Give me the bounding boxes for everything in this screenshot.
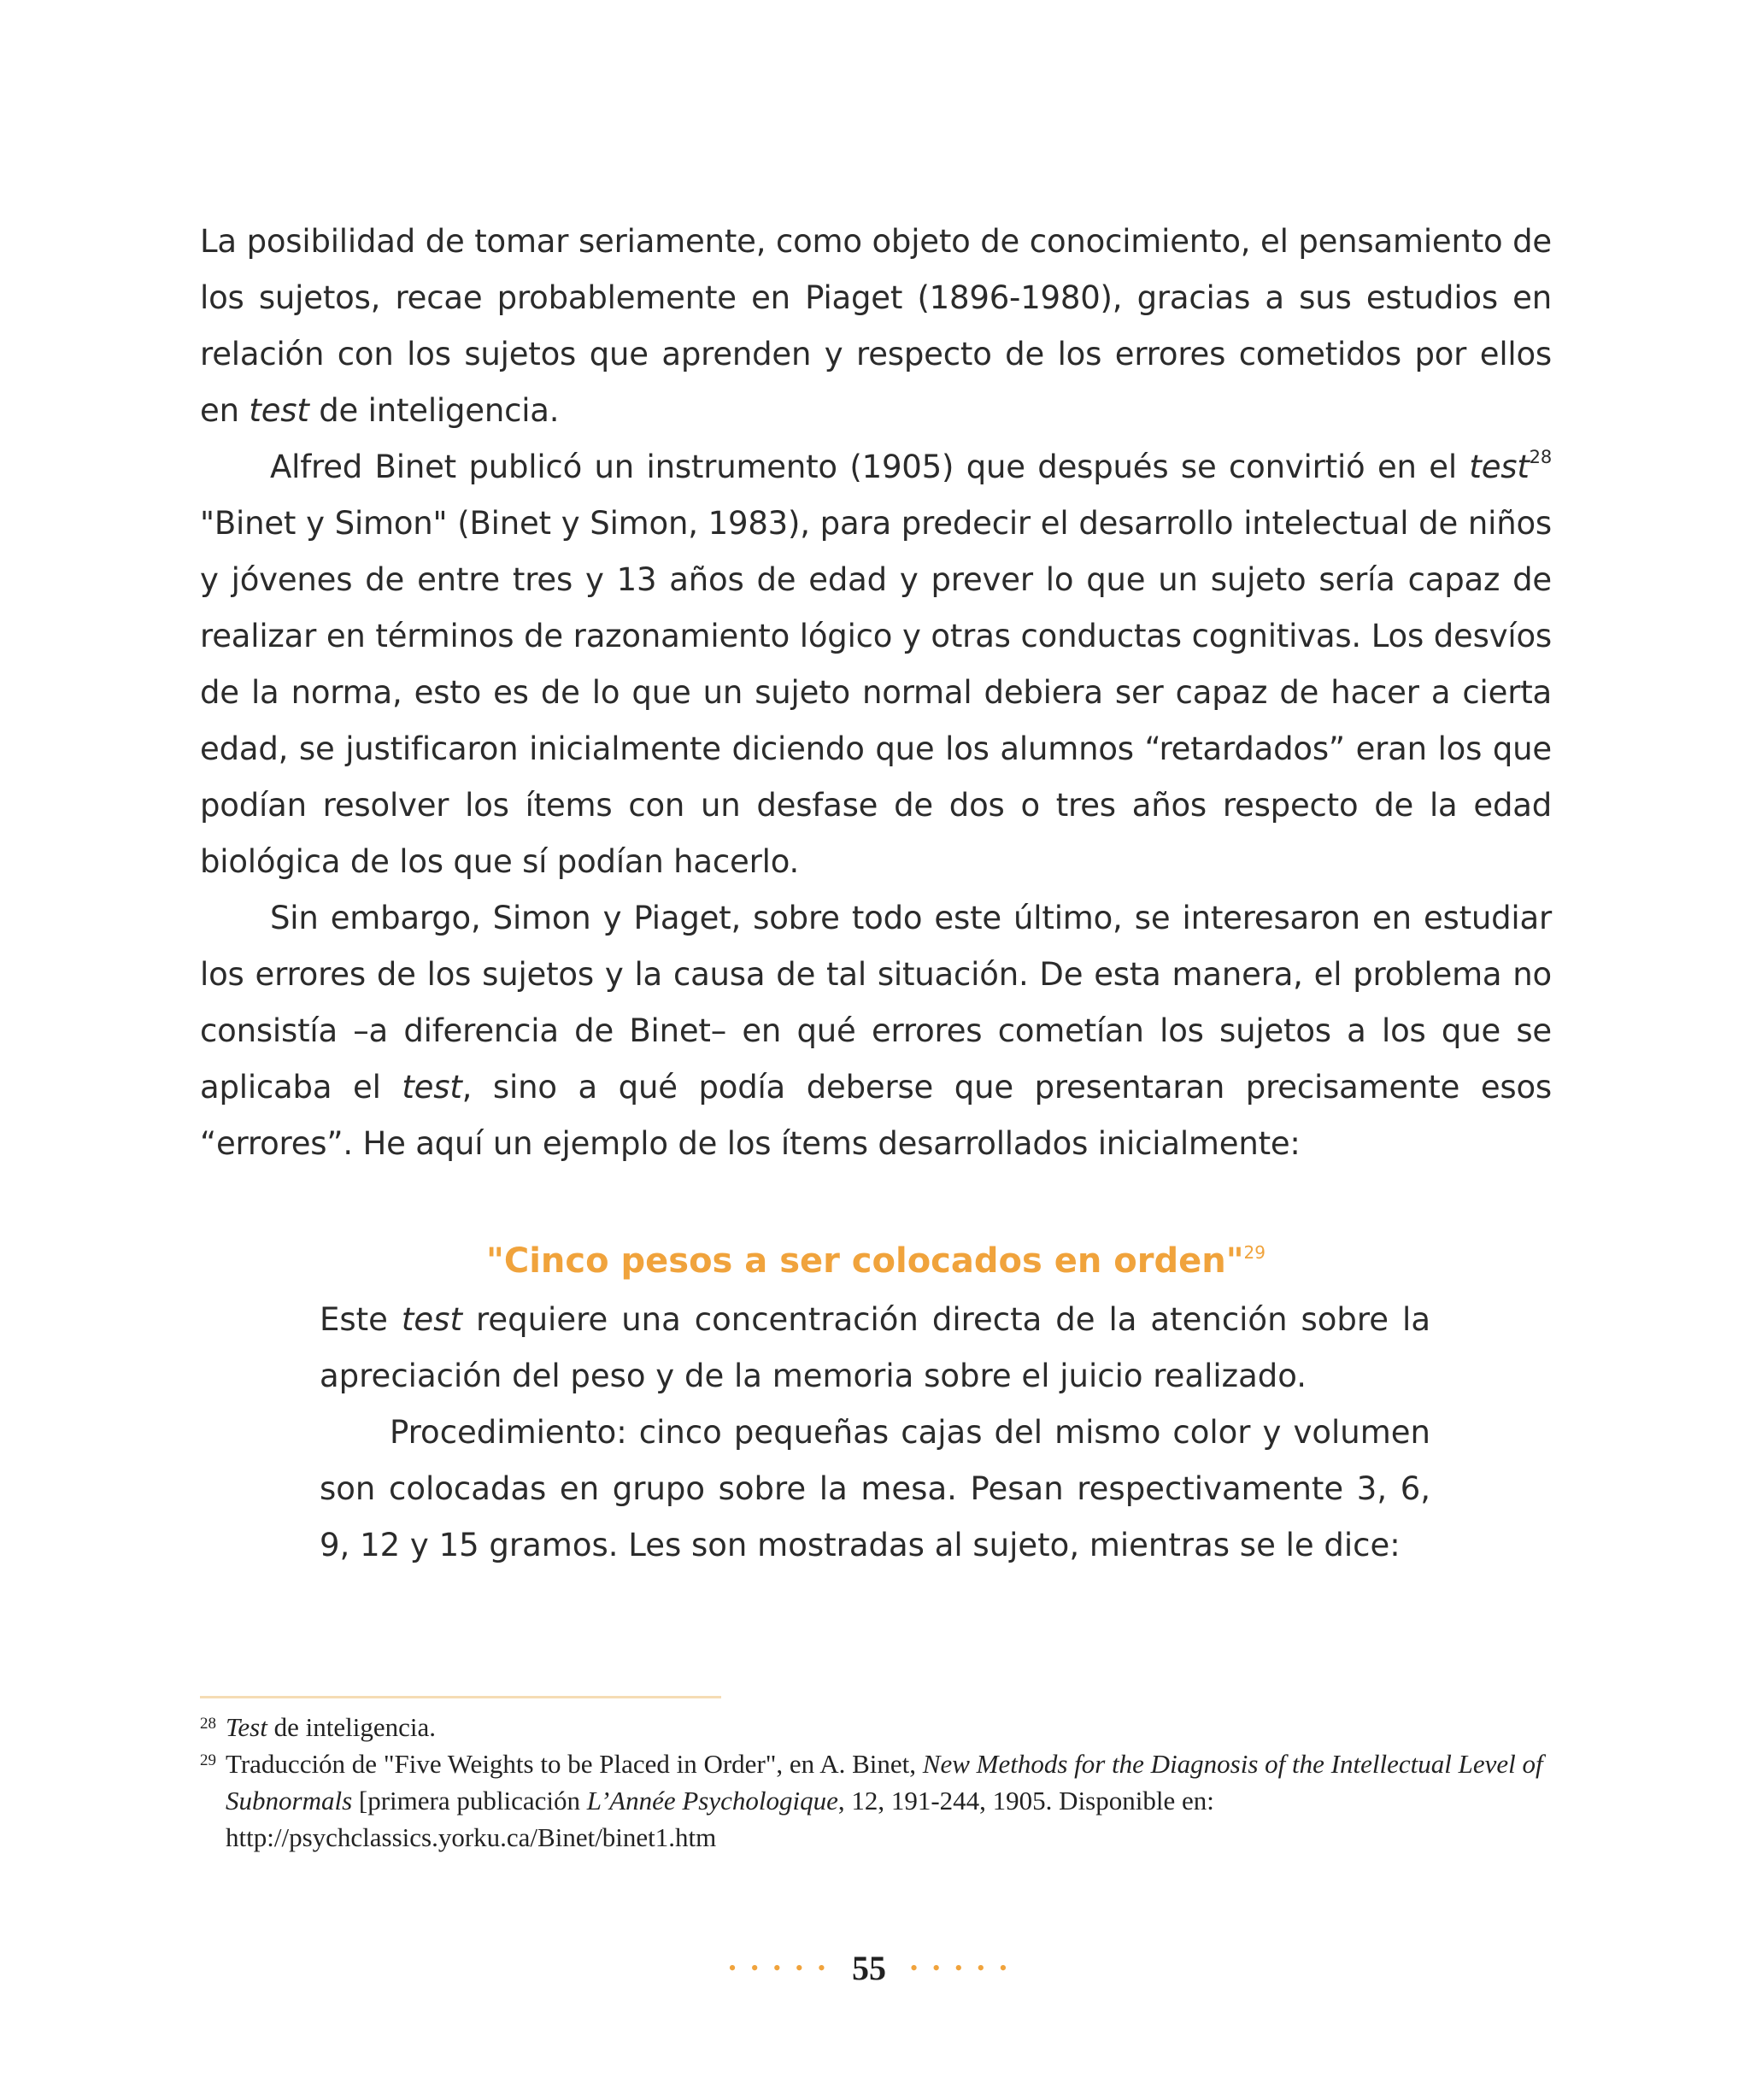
inset-block xyxy=(320,1292,1430,1574)
footer-dots-right: ••••• xyxy=(910,1955,1022,1980)
paragraph-3-end: , sino a qué podía deberse que presentaran precisamente esos “errores”. He aquí un ejemplo de los ítems desarrollados inicialmente: xyxy=(200,1069,1553,1162)
paragraph-3 xyxy=(200,890,1552,1172)
inset-paragraph-1-end: requiere una concentración directa de la atención sobre la apreciación del peso y de la memoria sobre el juicio realizado. xyxy=(320,1301,1430,1394)
footnote-divider xyxy=(200,1696,721,1698)
inset-paragraph-1 xyxy=(320,1292,1430,1405)
footnotes xyxy=(200,1709,1552,1856)
footnote-ref-28[interactable]: 28 xyxy=(1529,447,1552,467)
paragraph-2-text: Alfred Binet publicó un instrumento (1905) que después se convirtió en el xyxy=(270,449,1470,485)
footnote-italic: Test xyxy=(226,1712,267,1742)
paragraph-2-italic: test xyxy=(1469,449,1530,485)
footnote-text: Traducción de "Five Weights to be Placed in Order", en A. Binet, xyxy=(226,1749,923,1779)
footnote-number: 29 xyxy=(200,1751,216,1769)
page-number: 55 xyxy=(852,1949,886,1987)
footnote-italic-journal: L’Année Psychologique xyxy=(586,1786,838,1816)
paragraph-1-text: La posibilidad de tomar seriamente, como objeto de conocimiento, el pensamiento de los sujetos, recae probablemente en Piaget (1896-1980), gracias a sus estudios en relación con los sujetos que aprenden y respecto de los errores cometidos por ellos en xyxy=(200,223,1552,429)
inset-paragraph-2: Procedimiento: cinco pequeñas cajas del mismo color y volumen son colocadas en grupo sobre la mesa. Pesan respectivamente 3, 6, 9, 12 y 15 gramos. Les son mostradas al sujeto, mientras se le dice: xyxy=(320,1414,1430,1563)
paragraph-3-text: Sin embargo, Simon y Piaget, sobre todo este último, se interesaron en estudiar los errores de los sujetos y la causa de tal situación. De esta manera, el problema no consistía –a diferencia de Binet– en qué errores cometían los sujetos a los que se aplicaba el xyxy=(200,900,1552,1106)
footnote-italic-title: New Methods for the Diagnosis of the Intellectual Level of Subnormals xyxy=(226,1749,1543,1816)
paragraph-2 xyxy=(200,439,1552,890)
section-heading xyxy=(200,1233,1552,1289)
footnote-text: de inteligencia. xyxy=(267,1712,436,1742)
inset-paragraph-1-text: Este xyxy=(320,1301,402,1338)
footnote-link-text[interactable]: , 12, 191-244, 1905. Disponible en: http://psychclassics.yorku.ca/Binet/binet1.htm xyxy=(226,1786,1214,1852)
paragraph-1 xyxy=(200,214,1552,439)
footnote-ref-29[interactable]: 29 xyxy=(1243,1242,1266,1263)
paragraph-3-italic: test xyxy=(402,1069,462,1106)
footer-dots-left: ••••• xyxy=(728,1955,840,1980)
footnote-number: 28 xyxy=(200,1715,216,1733)
paragraph-2-end: "Binet y Simon" (Binet y Simon, 1983), para predecir el desarrollo intelectual de niños y jóvenes de entre tres y 13 años de edad y prever lo que un sujeto sería capaz de realizar en términos de razonamiento lógico y otras conductas cognitivas. Los desvíos de la norma, esto es de lo que un sujeto normal debiera ser capaz de hacer a cierta edad, se justificaron inicialmente diciendo que los alumnos “retardados” eran los que podían resolver los ítems con un desfase de dos o tres años respecto de la edad biológica de los que sí podían hacerlo. xyxy=(200,505,1552,880)
inset-paragraph-1-italic: test xyxy=(401,1301,462,1338)
paragraph-1-end: de inteligencia. xyxy=(308,392,560,429)
footnote-28 xyxy=(200,1709,1552,1745)
footnote-29 xyxy=(200,1745,1552,1856)
body-text xyxy=(200,214,1552,1172)
paragraph-1-italic: test xyxy=(249,392,309,429)
section-heading-text: "Cinco pesos a ser colocados en orden" xyxy=(486,1241,1244,1281)
footnote-text: [primera publicación xyxy=(352,1786,587,1816)
page-footer xyxy=(0,1948,1750,1991)
